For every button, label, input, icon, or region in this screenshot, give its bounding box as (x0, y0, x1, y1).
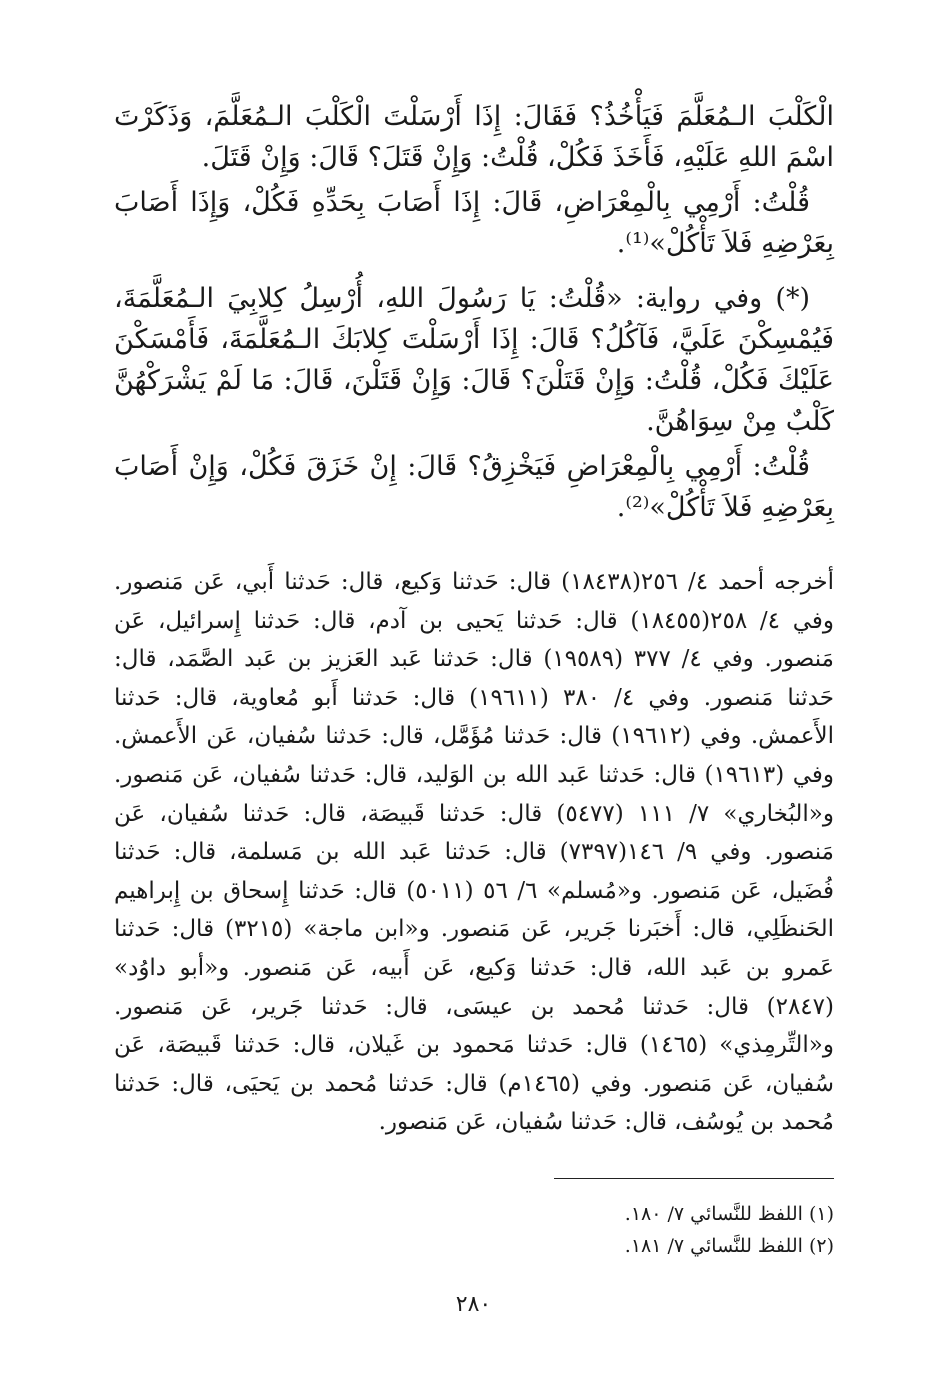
hadith-paragraph-3: (*) وفي رواية: «قُلْتُ: يَا رَسُولَ اللهِ، أُرْسِلُ كِلابِيَ الـمُعَلَّمَةَ، فَيُمْسِكْنَ عَلَيَّ، فَآكُلُ؟ قَالَ: إِذَا أَرْسَلْتَ كِلابَكَ الـمُعَلَّمَةَ، فَأَمْسَكْنَ عَلَيْكَ فَكُلْ، قُلْتُ: وَإِنْ قَتَلْنَ؟ قَالَ: وَإِنْ قَتَلْنَ، قَالَ: مَا لَمْ يَشْرَكْهُنَّ كَلْبٌ مِنْ سِوَاهُنَّ. (114, 283, 834, 437)
page-number: ٢٨٠ (455, 1292, 492, 1317)
footnote-1: (١) اللفظ للنَّسائي ٧/ ١٨٠. (624, 1203, 834, 1225)
takhrij-text: أخرجه أحمد ٤/ ٢٥٦(١٨٤٣٨) قال: حَدثنا وَكيع، قال: حَدثنا أَبي، عَن مَنصور. وفي ٤/ ٢٥٨(١٨٤٥٥) قال: حَدثنا يَحيى بن آدم، قال: حَدثنا إِسرائيل، عَن مَنصور. وفي ٤/ ٣٧٧ (١٩٥٨٩) قال: حَدثنا عَبد العَزيز بن عَبد الصَّمَد، قال: حَدثنا مَنصور. وفي ٤/ ٣٨٠ (١٩٦١١) قال: حَدثنا أَبو مُعاوية، قال: حَدثنا الأَعمش. وفي (١٩٦١٢) قال: حَدثنا مُؤَمَّل، قال: حَدثنا سُفيان، عَن الأَعمش. وفي (١٩٦١٣) قال: حَدثنا عَبد الله بن الوَليد، قال: حَدثنا سُفيان، عَن مَنصور. و«البُخاري» ٧/ ١١١ (٥٤٧٧) قال: حَدثنا قَبيصَة، قال: حَدثنا سُفيان، عَن مَنصور. وفي ٩/ ١٤٦(٧٣٩٧) قال: حَدثنا عَبد الله بن مَسلمة، قال: حَدثنا فُضَيل، عَن مَنصور. و«مُسلم» ٦/ ٥٦ (٥٠١١) قال: حَدثنا إِسحاق بن إِبراهيم الحَنظَلِي، قال: أَخبَرنا جَرير، عَن مَنصور. و«ابن ماجة» (٣٢١٥) قال: حَدثنا عَمرو بن عَبد الله، قال: حَدثنا وَكيع، عَن أَبيه، عَن مَنصور. و«أبو داوُد» (٢٨٤٧) قال: حَدثنا مُحمد بن عيسَى، قال: حَدثنا جَرير، عَن مَنصور. و«التِّرمِذي» (١٤٦٥) قال: حَدثنا مَحمود بن غَيلان، قال: حَدثنا قَبيصَة، عَن سُفيان، عَن مَنصور. وفي (١٤٦٥م) قال: حَدثنا مُحمد بن يَحيَى، قال: حَدثنا مُحمد بن يُوسُف، قال: حَدثنا سُفيان، عَن مَنصور. (114, 569, 835, 1136)
footnote-2: (٢) اللفظ للنَّسائي ٧/ ١٨١. (624, 1235, 834, 1257)
footnote-divider (554, 1178, 834, 1179)
hadith-text (114, 96, 834, 528)
hadith-paragraph-4: قُلْتُ: أَرْمِي بِالْمِعْرَاضِ فَيَخْزِقُ؟ قَالَ: إِنْ خَزَقَ فَكُلْ، وَإِنْ أَصَابَ بِعَرْضِهِ فَلاَ تَأْكُلْ»⁽²⁾. (114, 451, 834, 523)
footnotes (114, 1198, 834, 1262)
hadith-paragraph-2: قُلْتُ: أَرْمِي بِالْمِعْرَاضِ، قَالَ: إِذَا أَصَابَ بِحَدِّهِ فَكُلْ، وَإِذَا أَصَابَ بِعَرْضِهِ فَلاَ تَأْكُلْ»⁽¹⁾. (114, 187, 834, 259)
takhrij-section (114, 563, 834, 1142)
hadith-paragraph-1: الْكَلْبَ الـمُعَلَّمَ فَيَأْخُذُ؟ فَقَالَ: إِذَا أَرْسَلْتَ الْكَلْبَ الـمُعَلَّمَ، وَذَكَرْتَ اسْمَ اللهِ عَلَيْهِ، فَأَخَذَ فَكُلْ، قُلْتُ: وَإِنْ قَتَلَ؟ قَالَ: وَإِنْ قَتَلَ. (114, 101, 834, 173)
